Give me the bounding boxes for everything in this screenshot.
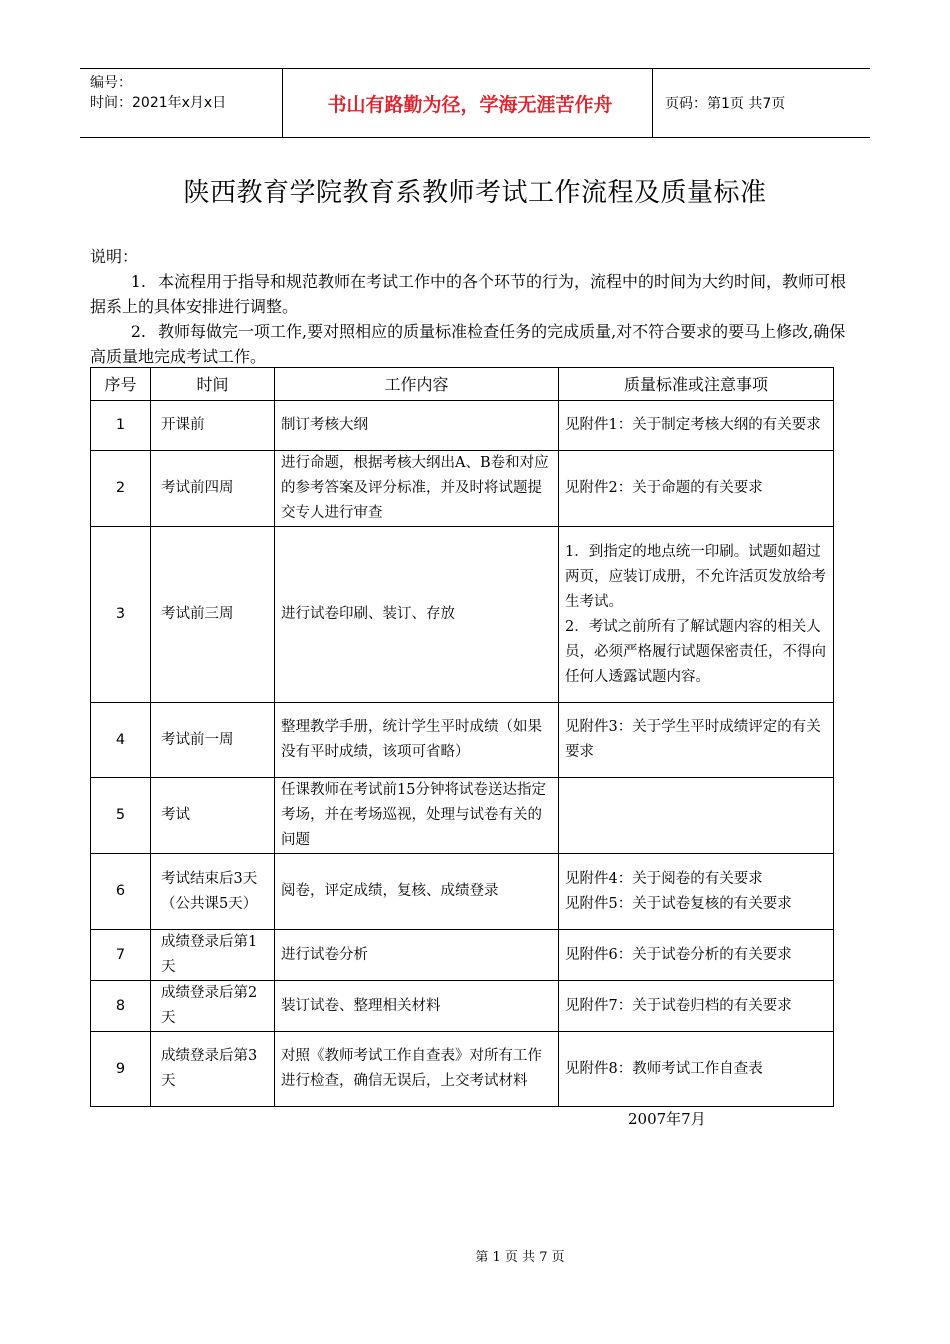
page-footer: 第 1 页 共 7 页 [475, 1250, 565, 1265]
cell-no: 1 [91, 401, 151, 451]
cell-no: 4 [91, 703, 151, 778]
cell-time: 开课前 [151, 401, 275, 451]
document-title: 陕西教育学院教育系教师考试工作流程及质量标准 [183, 178, 767, 208]
table-row [91, 527, 834, 703]
cell-standard: 见附件8：教师考试工作自查表 [559, 1032, 834, 1107]
cell-work: 进行试卷印刷、装订、存放 [275, 527, 559, 703]
cell-time: 考试 [151, 778, 275, 854]
header-divider-left [282, 69, 283, 137]
cell-work: 进行命题，根据考核大纲出A、B卷和对应的参考答案及评分标准，并及时将试题提交专人进行审查 [275, 451, 559, 527]
cell-standard: 见附件2：关于命题的有关要求 [559, 451, 834, 527]
standard-line: 见附件4：关于阅卷的有关要求 [565, 870, 763, 887]
cell-no: 7 [91, 930, 151, 981]
note-number: 2. [130, 322, 146, 341]
document-date: 2007年7月 [628, 1110, 706, 1128]
header-number-label: 编号： [90, 75, 132, 91]
cell-work: 装订试卷、整理相关材料 [275, 981, 559, 1032]
cell-standard [559, 778, 834, 854]
note-number: 1. [130, 272, 146, 291]
table-header-row [91, 368, 834, 401]
page-header [80, 68, 870, 138]
note-item [90, 269, 860, 319]
cell-work: 任课教师在考试前15分钟将试卷送达指定考场，并在考场巡视，处理与试卷有关的问题 [275, 778, 559, 854]
cell-work: 进行试卷分析 [275, 930, 559, 981]
header-divider-right [652, 69, 653, 137]
cell-standard: 见附件6：关于试卷分析的有关要求 [559, 930, 834, 981]
table-row [91, 854, 834, 930]
column-header-time: 时间 [151, 368, 275, 401]
table-row [91, 703, 834, 778]
standard-line: 见附件5：关于试卷复核的有关要求 [565, 895, 792, 912]
standard-line: 2．考试之前所有了解试题内容的相关人员，必须严格履行试题保密责任，不得向任何人透露试题内容。 [565, 618, 826, 685]
column-header-standard: 质量标准或注意事项 [559, 368, 834, 401]
cell-time: 成绩登录后第1天 [151, 930, 275, 981]
cell-no: 8 [91, 981, 151, 1032]
cell-time: 考试前三周 [151, 527, 275, 703]
cell-standard [559, 527, 834, 703]
cell-no: 5 [91, 778, 151, 854]
cell-no: 9 [91, 1032, 151, 1107]
cell-work: 制订考核大纲 [275, 401, 559, 451]
header-meta [90, 73, 290, 113]
table-row [91, 981, 834, 1032]
cell-no: 2 [91, 451, 151, 527]
cell-standard [559, 854, 834, 930]
note-item [90, 319, 860, 369]
cell-work: 阅卷，评定成绩，复核、成绩登录 [275, 854, 559, 930]
cell-time: 成绩登录后第3天 [151, 1032, 275, 1107]
cell-standard: 见附件1：关于制定考核大纲的有关要求 [559, 401, 834, 451]
cell-standard: 见附件3：关于学生平时成绩评定的有关要求 [559, 703, 834, 778]
process-table [90, 367, 834, 1107]
cell-time: 成绩登录后第2天 [151, 981, 275, 1032]
cell-standard: 见附件7：关于试卷归档的有关要求 [559, 981, 834, 1032]
cell-time: 考试前四周 [151, 451, 275, 527]
header-time-label: 时间：2021年x月x日 [90, 95, 227, 111]
note-text: 本流程用于指导和规范教师在考试工作中的各个环节的行为，流程中的时间为大约时间，教师可根据系上的具体安排进行调整。 [90, 272, 847, 316]
notes-label: 说明： [90, 247, 139, 266]
column-header-no: 序号 [91, 368, 151, 401]
table-row [91, 401, 834, 451]
note-text: 教师每做完一项工作,要对照相应的质量标准检查任务的完成质量,对不符合要求的要马上修改,确保高质量地完成考试工作。 [90, 322, 846, 366]
table-row [91, 1032, 834, 1107]
standard-line: 1．到指定的地点统一印刷。试题如超过两页，应装订成册，不允许活页发放给考生考试。 [565, 543, 826, 610]
column-header-work: 工作内容 [275, 368, 559, 401]
cell-work: 对照《教师考试工作自查表》对所有工作进行检查，确信无误后，上交考试材料 [275, 1032, 559, 1107]
cell-time: 考试前一周 [151, 703, 275, 778]
table-row [91, 778, 834, 854]
cell-time: 考试结束后3天（公共课5天） [151, 854, 275, 930]
table-row [91, 930, 834, 981]
header-page-info: 页码：第1页 共7页 [665, 96, 786, 112]
cell-work: 整理教学手册，统计学生平时成绩（如果没有平时成绩，该项可省略） [275, 703, 559, 778]
header-motto: 书山有路勤为径，学海无涯苦作舟 [327, 93, 613, 116]
cell-no: 3 [91, 527, 151, 703]
table-row [91, 451, 834, 527]
cell-no: 6 [91, 854, 151, 930]
